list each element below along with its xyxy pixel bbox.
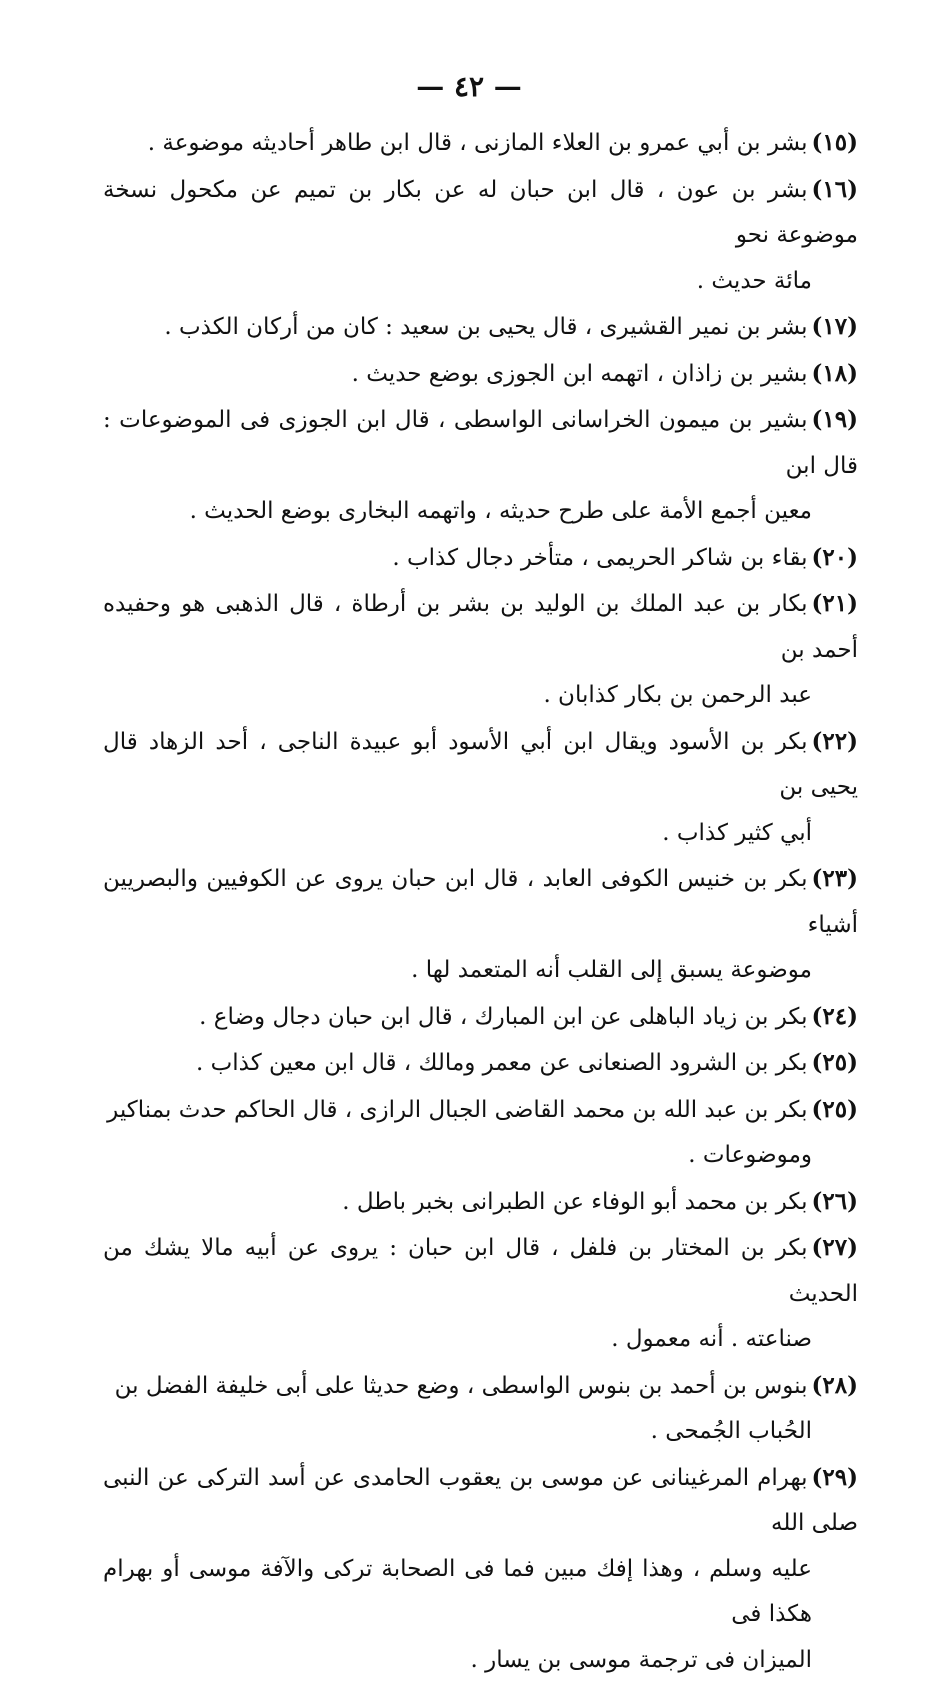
entry-24 — [103, 994, 858, 1041]
entry-text: بكر بن الشرود الصنعانى عن معمر ومالك ، قال ابن معين كذاب . — [196, 1050, 808, 1076]
entry-number: (٢٧) — [812, 1234, 859, 1261]
entry-23 — [103, 856, 858, 994]
entry-number: (١٦) — [812, 176, 859, 203]
entry-number: (٢٨) — [812, 1372, 859, 1399]
entry-16 — [103, 167, 858, 305]
entry-continuation: معين أجمع الأمة على طرح حديثه ، واتهمه البخارى بوضع الحديث . — [103, 489, 858, 535]
entry-text: بنوس بن أحمد بن بنوس الواسطى ، وضع حديثا على أبى خليفة الفضل بن — [115, 1373, 808, 1399]
entry-20 — [103, 535, 858, 582]
entry-text: بكر بن المختار بن فلفل ، قال ابن حبان : يروى عن أبيه مالا يشك من الحديث — [103, 1235, 858, 1307]
entry-text: بهرام المرغينانى عن موسى بن يعقوب الحامدى عن أسد التركى عن النبى صلى الله — [103, 1465, 858, 1537]
entry-number: (٢٥) — [812, 1049, 859, 1076]
entry-29 — [103, 1455, 858, 1683]
entry-text: بقاء بن شاكر الحريمى ، متأخر دجال كذاب . — [392, 545, 807, 571]
entry-text: بشير بن ميمون الخراسانى الواسطى ، قال ابن الجوزى فى الموضوعات : قال ابن — [103, 407, 858, 479]
entry-text: بشير بن زاذان ، اتهمه ابن الجوزى بوضع حديث . — [352, 361, 808, 387]
entry-25a — [103, 1040, 858, 1087]
entry-text: بكار بن عبد الملك بن الوليد بن بشر بن أرطاة ، قال الذهبى هو وحفيده أحمد بن — [103, 591, 858, 663]
entry-continuation: صناعته . أنه معمول . — [103, 1317, 858, 1363]
entry-26 — [103, 1179, 858, 1226]
entry-text: بشر بن نمير القشيرى ، قال يحيى بن سعيد : كان من أركان الكذب . — [164, 314, 807, 340]
entry-22 — [103, 719, 858, 857]
entry-18 — [103, 351, 858, 398]
entry-continuation: عبد الرحمن بن بكار كذابان . — [103, 673, 858, 719]
entry-number: (١٥) — [812, 129, 859, 156]
entry-continuation: وموضوعات . — [103, 1133, 858, 1179]
entry-number: (٢٤) — [812, 1003, 859, 1030]
entry-continuation: مائة حديث . — [103, 259, 858, 305]
entry-number: (١٧) — [812, 313, 859, 340]
entry-21 — [103, 581, 858, 719]
entry-text: بكر بن خنيس الكوفى العابد ، قال ابن حبان يروى عن الكوفيين والبصريين أشياء — [103, 866, 858, 938]
entry-continuation: عليه وسلم ، وهذا إفك مبين فما فى الصحابة تركى والآفة موسى أو بهرام هكذا فى — [103, 1547, 858, 1638]
entry-text: بكر بن زياد الباهلى عن ابن المبارك ، قال ابن حبان دجال وضاع . — [199, 1004, 807, 1030]
entry-number: (٢١) — [812, 590, 859, 617]
entry-number: (٢٦) — [812, 1188, 859, 1215]
entry-number: (٢٣) — [812, 865, 859, 892]
entry-number: (٢٢) — [812, 728, 859, 755]
entry-25b — [103, 1087, 858, 1179]
entry-number: (٢٩) — [812, 1464, 859, 1491]
entry-number: (١٨) — [812, 360, 859, 387]
entry-continuation: الميزان فى ترجمة موسى بن يسار . — [103, 1638, 858, 1683]
entry-text: بكر بن محمد أبو الوفاء عن الطبرانى بخبر باطل . — [342, 1189, 807, 1215]
entry-continuation: موضوعة يسبق إلى القلب أنه المتعمد لها . — [103, 948, 858, 994]
entry-text: بكر بن الأسود ويقال ابن أبي الأسود أبو عبيدة الناجى ، أحد الزهاد قال يحيى بن — [103, 729, 858, 801]
entry-text: بشر بن أبي عمرو بن العلاء المازنى ، قال ابن طاهر أحاديثه موضوعة . — [148, 130, 808, 156]
entry-27 — [103, 1225, 858, 1363]
entry-number: (١٩) — [812, 406, 859, 433]
entry-15 — [103, 120, 858, 167]
entry-17 — [103, 304, 858, 351]
entry-text: بكر بن عبد الله بن محمد القاضى الجبال الرازى ، قال الحاكم حدث بمناكير — [107, 1097, 807, 1123]
entry-number: (٢٠) — [812, 544, 859, 571]
entry-continuation: الحُباب الجُمحى . — [103, 1409, 858, 1455]
entry-28 — [103, 1363, 858, 1455]
entry-19 — [103, 397, 858, 535]
entry-text: بشر بن عون ، قال ابن حبان له عن بكار بن تميم عن مكحول نسخة موضوعة نحو — [103, 177, 858, 249]
page-number: — ٤٢ — — [0, 70, 938, 103]
entries-list — [103, 120, 858, 1683]
entry-number: (٢٥) — [812, 1096, 859, 1123]
entry-continuation: أبي كثير كذاب . — [103, 811, 858, 857]
